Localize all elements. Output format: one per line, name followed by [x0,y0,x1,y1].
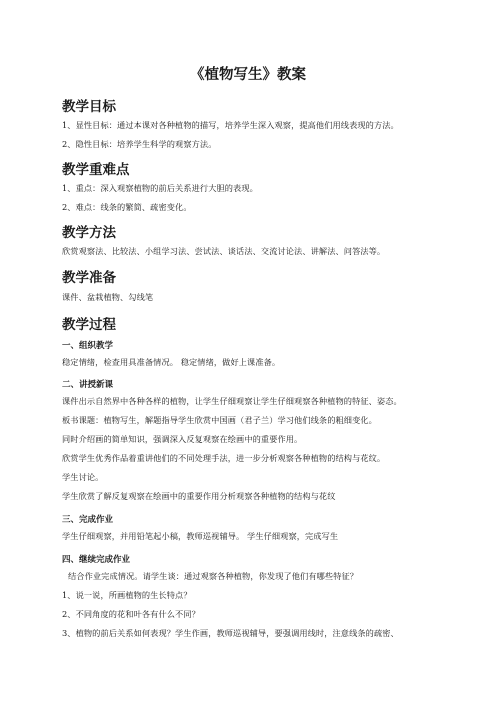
paragraph-line: 课件、盆栽植物、勾线笔 [62,292,154,302]
paragraph-line: 板书课题：植物写生，解题指导学生欣赏中国画（君子兰）学习他们线条的粗细变化。 [62,415,377,425]
paragraph-line: 欣赏学生优秀作品着重讲他们的不同处理手法，进一步分析观察各种植物的结构与花纹。 [62,453,386,463]
subheading-organize-class: 一、组织教学 [62,341,114,351]
subheading-new-lesson: 二、讲授新课 [62,380,114,390]
section-heading-preparation: 教学准备 [62,270,116,286]
paragraph-line: 1、说一说，所画植物的生长特点？ [62,590,192,600]
subheading-complete-homework: 三、完成作业 [62,515,114,525]
paragraph-line: 1、显性目标：通过本课对各种植物的描写，培养学生深入观察，提高他们用线表现的方法。 [62,120,399,130]
paragraph-line: 学生讨论。 [62,472,104,482]
paragraph-line: 稳定情绪，检查用具准备情况。 稳定情绪，做好上课准备。 [62,357,281,367]
paragraph-line: 学生仔细观察，并用铅笔起小稿，教师巡视辅导。 学生仔细观察，完成写生 [62,531,339,541]
paragraph-line: 2、难点：线条的繁简、疏密变化。 [62,202,192,212]
paragraph-line: 欣赏观察法、比较法、小组学习法、尝试法、谈话法、交流讨论法、讲解法、问答法等。 [62,246,386,256]
subheading-continue-homework: 四、继续完成作业 [62,555,131,565]
paragraph-line: 3、植物的前后关系如何表现？学生作画，教师巡视辅导，要强调用线时，注意线条的疏密、 [62,628,399,638]
document-title: 《植物写生》教案 [190,67,306,83]
paragraph-line: 2、不同角度的花和叶各有什么不同？ [62,609,200,619]
paragraph-line: 课件出示自然界中各种各样的植物，让学生仔细观察让学生仔细观察各种植物的特征、姿态。 [62,396,402,406]
section-heading-teaching-goals: 教学目标 [62,99,116,115]
section-heading-teaching-methods: 教学方法 [62,225,116,241]
paragraph-line: 1、重点：深入观察植物的前后关系进行大胆的表现。 [62,183,258,193]
paragraph-line: 同时介绍画的简单知识，强调深入反复观察在绘画中的重要作用。 [62,434,303,444]
section-heading-key-points: 教学重难点 [62,162,130,178]
section-heading-teaching-process: 教学过程 [62,317,116,333]
paragraph-line: 结合作业完成情况。请学生谈：通过观察各种植物，你发现了他们有哪些特征？ [68,571,359,581]
paragraph-line: 2、隐性目标：培养学生科学的观察方法。 [62,139,217,149]
paragraph-line: 学生欣赏了解反复观察在绘画中的重要作用分析观察各种植物的结构与花纹 [62,491,336,501]
